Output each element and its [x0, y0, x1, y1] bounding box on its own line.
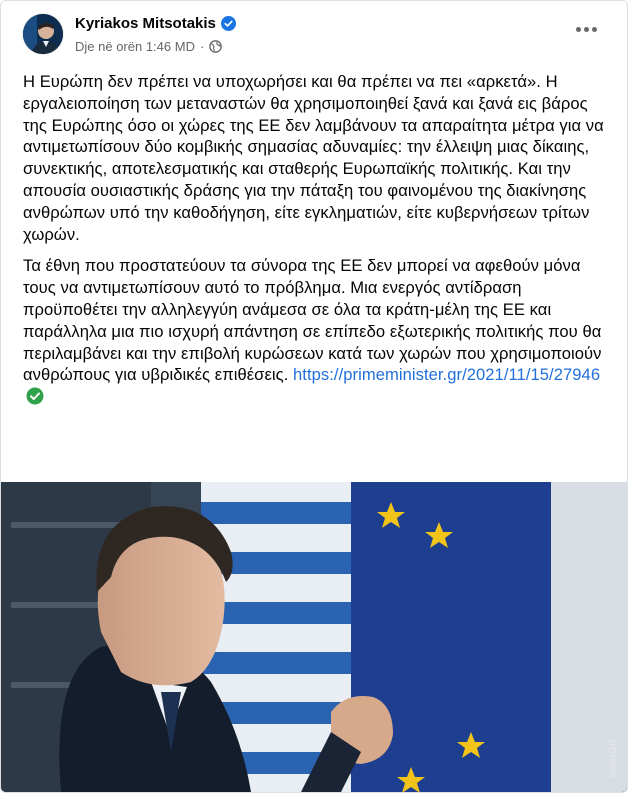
meta-separator: ·	[199, 39, 205, 54]
more-options-button[interactable]	[569, 17, 603, 41]
post-text	[23, 71, 613, 418]
post-photo[interactable]	[1, 482, 627, 792]
more-options-dot	[584, 27, 589, 32]
post-timestamp[interactable]: Dje në orën 1:46 MD	[75, 39, 195, 54]
more-options-icon	[576, 27, 581, 32]
post-header	[1, 1, 627, 63]
avatar[interactable]	[23, 14, 63, 54]
post-link[interactable]: https://primeminister.gr/2021/11/15/27946	[293, 365, 601, 385]
verified-badge-icon	[221, 16, 236, 31]
avatar-image	[23, 14, 63, 54]
more-options-dot	[592, 27, 597, 32]
author-name[interactable]: Kyriakos Mitsotakis	[75, 15, 216, 32]
post-meta	[75, 39, 222, 54]
author-row	[75, 15, 236, 32]
check-circle-icon	[26, 387, 44, 405]
post-paragraph-2-text: Τα έθνη που προστατεύουν τα σύνορα της ΕΕ δεν μπορεί να αφεθούν μόνα τους να αντιμετωπίσουν αυτό το πρόβλημα. Μια ενεργός αντίδραση προϋποθέτει την αλληλεγγύη ανάμεσα σε όλα τα κράτη-μέλη της ΕΕ και παράλληλα μια πιο ισχυρή απάντηση σε επίπεδο εξωτερικής πολιτικής που θα περιλαμβάνει και την επιβολή κυρώσεων κατά των χωρών που χρησιμοποιούν ανθρώπους για υβριδικές επιθέσεις.	[23, 256, 602, 385]
photo-watermark: nisterGR	[608, 738, 619, 778]
post-paragraph-2	[23, 255, 613, 408]
photo-image	[1, 482, 627, 792]
post-paragraph-1: Η Ευρώπη δεν πρέπει να υποχωρήσει και θα πρέπει να πει «αρκετά». Η εργαλειοποίηση των μεταναστών θα χρησιμοποιηθεί ξανά και ξανά εις βάρος της Ευρώπης όσο οι χώρες της ΕΕ δεν λαμβάνουν τα απαραίτητα μέτρα για να αντιμετωπίσουν δύο κομβικής σημασίας αδυναμίες: την έλλειψη μιας δίκαιης, συνεκτικής, αποτελεσματικής και σταθερής Ευρωπαϊκής πολιτικής. Και την απουσία ουσιαστικής δράσης για την πάταξη του φαινομένου της διακίνησης ανθρώπων υπό την καθοδήγηση, είτε εγκληματιών, είτε κυβερνήσεων τρίτων χωρών.	[23, 72, 604, 244]
globe-icon[interactable]	[209, 40, 222, 53]
